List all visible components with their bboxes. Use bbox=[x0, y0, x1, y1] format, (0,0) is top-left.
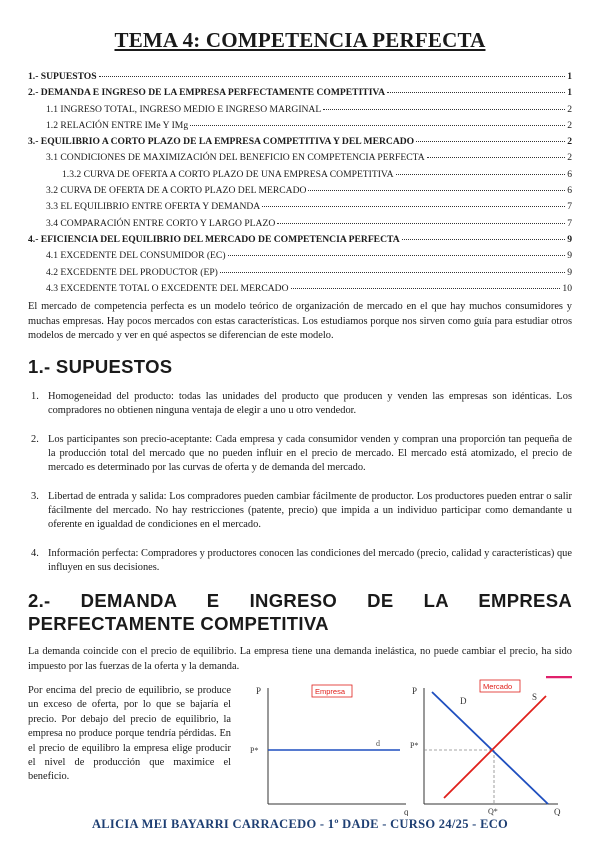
toc-label: 4.3 EXCEDENTE TOTAL O EXCEDENTE DEL MERCADO bbox=[46, 282, 289, 294]
toc-entry[interactable] bbox=[28, 136, 572, 152]
toc-entry[interactable] bbox=[28, 87, 572, 103]
list-item bbox=[28, 433, 572, 475]
toc-entry[interactable] bbox=[28, 250, 572, 266]
toc-label: 3.- EQUILIBRIO A CORTO PLAZO DE LA EMPRESA COMPETITIVA Y DEL MERCADO bbox=[28, 136, 415, 148]
toc-leader bbox=[291, 288, 561, 289]
list-item-text: Información perfecta: Compradores y productores conocen las condiciones del mercado (precio, calidad y características) que influyen en sus decisiones. bbox=[48, 548, 572, 573]
toc-page-number: 7 bbox=[567, 217, 572, 229]
toc-label: 3.2 CURVA DE OFERTA DE A CORTO PLAZO DEL MERCADO bbox=[46, 185, 307, 197]
intro-paragraph: El mercado de competencia perfecta es un modelo teórico de organización de mercado en el que hay muchos consumidores y muchas empresas. Hay pocos mercados con estas características. Los estudiamos porque nos sirven como guía para estudiar otros modelos de mercado y ver en qué aspectos se diferencian de este modelo. bbox=[28, 301, 572, 341]
toc-leader bbox=[99, 76, 566, 77]
toc-leader bbox=[262, 206, 565, 207]
toc-label: 1.2 RELACIÓN ENTRE IMe Y IMg bbox=[46, 119, 189, 131]
toc-entry[interactable] bbox=[28, 185, 572, 201]
list-number: 1. bbox=[31, 391, 39, 402]
toc-page-number: 2 bbox=[567, 136, 572, 148]
list-item-text: Libertad de entrada y salida: Los compradores pueden cambiar fácilmente de productor. Los productores pueden entrar o salir fácilmente del mercado. No hay restricciones (patente, precio) que impida a un individuo participar como demandante u oferente en igualdad de condiciones en el mercado. bbox=[48, 491, 572, 530]
market-firm-graph bbox=[248, 676, 580, 816]
toc-label: 3.3 EL EQUILIBRIO ENTRE OFERTA Y DEMANDA bbox=[46, 201, 261, 213]
list-number: 3. bbox=[31, 491, 39, 502]
toc-leader bbox=[190, 125, 565, 126]
toc-page-number: 1 bbox=[567, 87, 572, 99]
section-heading-supuestos: 1.- SUPUESTOS bbox=[28, 356, 173, 377]
toc-label: 4.1 EXCEDENTE DEL CONSUMIDOR (EC) bbox=[46, 250, 226, 262]
toc-label: 2.- DEMANDA E INGRESO DE LA EMPRESA PERFECTAMENTE COMPETITIVA bbox=[28, 87, 386, 99]
toc-label: 1.1 INGRESO TOTAL, INGRESO MEDIO E INGRESO MARGINAL bbox=[46, 103, 322, 115]
empresa-x-label: q bbox=[404, 807, 409, 816]
toc-leader bbox=[228, 255, 566, 256]
toc-label: 1.3.2 CURVA DE OFERTA A CORTO PLAZO DE UNA EMPRESA COMPETITIVA bbox=[62, 168, 394, 180]
toc-entry[interactable] bbox=[28, 234, 572, 250]
toc-leader bbox=[220, 272, 565, 273]
toc-page-number: 9 bbox=[567, 233, 572, 245]
toc-page-number: 2 bbox=[567, 119, 572, 131]
toc-entry[interactable] bbox=[28, 283, 572, 299]
list-item bbox=[28, 547, 572, 575]
toc-page-number: 6 bbox=[567, 185, 572, 197]
table-of-contents bbox=[28, 71, 572, 299]
mercado-supply-curve bbox=[444, 696, 546, 798]
toc-entry[interactable] bbox=[28, 218, 572, 234]
mercado-price-label: P* bbox=[410, 741, 419, 750]
page-title: TEMA 4: COMPETENCIA PERFECTA bbox=[114, 28, 486, 52]
toc-entry[interactable] bbox=[28, 152, 572, 168]
list-item bbox=[28, 490, 572, 532]
mercado-x-label: Q bbox=[554, 807, 561, 816]
list-item-text: Homogeneidad del producto: todas las unidades del producto que producen y venden las empresas son idénticas. Los compradores no obtienen ninguna ventaja de elegir a uno u otro vendedor. bbox=[48, 391, 572, 416]
toc-page-number: 9 bbox=[567, 266, 572, 278]
toc-leader bbox=[387, 92, 565, 93]
mercado-y-label: P bbox=[412, 686, 418, 696]
toc-leader bbox=[308, 190, 565, 191]
toc-entry[interactable] bbox=[28, 169, 572, 185]
toc-entry[interactable] bbox=[28, 71, 572, 87]
list-item-text: Los participantes son precio-aceptante: Cada empresa y cada consumidor venden y compran una proporción tan pequeña de la producción total del mercado que no pueden influir en el precio de mercado. El mercado está atomizado, el precio de mercado es determinado por las curvas de oferta y de demanda del mercado. bbox=[48, 434, 572, 473]
toc-label: 1.- SUPUESTOS bbox=[28, 71, 97, 82]
empresa-title: Empresa bbox=[315, 687, 346, 696]
list-item bbox=[28, 390, 572, 418]
mercado-title: Mercado bbox=[483, 682, 513, 691]
toc-page-number: 10 bbox=[562, 282, 572, 294]
toc-page-number: 9 bbox=[567, 250, 572, 262]
mercado-demand-label: D bbox=[460, 696, 467, 706]
toc-leader bbox=[277, 223, 565, 224]
toc-leader bbox=[427, 157, 566, 158]
toc-label: 3.1 CONDICIONES DE MAXIMIZACIÓN DEL BENEFICIO EN COMPETENCIA PERFECTA bbox=[46, 152, 425, 164]
mercado-qty-label: Q* bbox=[488, 807, 498, 816]
list-number: 4. bbox=[31, 548, 39, 559]
toc-entry[interactable] bbox=[28, 104, 572, 120]
section-heading-demanda: 2.- DEMANDA E INGRESO DE LA EMPRESA PERFECTAMENTE COMPETITIVA bbox=[28, 590, 572, 634]
section2-paragraph: La demanda coincide con el precio de equilibrio. La empresa tiene una demanda inelástica, no puede cambiar el precio, ha sido impuesto por las fuerzas de la oferta y la demanda. bbox=[28, 646, 572, 672]
assumptions-list bbox=[28, 390, 572, 590]
mercado-supply-label: S bbox=[532, 692, 538, 702]
toc-entry[interactable] bbox=[28, 267, 572, 283]
list-number: 2. bbox=[31, 434, 39, 445]
section2-side-text: Por encima del precio de equilibrio, se produce un exceso de oferta, por lo que se bajaría el precio. Por debajo del precio de equilibrio, la empresa no produce porque tendría pérdidas. En el precio de equilibro la empresa elige producir el nivel de producción que maximice el beneficio. bbox=[28, 685, 231, 783]
toc-page-number: 1 bbox=[567, 71, 572, 82]
toc-leader bbox=[396, 174, 566, 175]
toc-entry[interactable] bbox=[28, 120, 572, 136]
toc-leader bbox=[416, 141, 565, 142]
toc-leader bbox=[402, 239, 566, 240]
empresa-panel bbox=[250, 685, 409, 816]
empresa-price-label: P* bbox=[250, 746, 259, 755]
empresa-demand-label: d bbox=[376, 739, 380, 748]
mercado-demand-curve bbox=[432, 692, 548, 804]
mercado-panel bbox=[410, 677, 572, 816]
empresa-y-label: P bbox=[256, 686, 262, 696]
toc-page-number: 7 bbox=[567, 201, 572, 213]
toc-label: 3.4 COMPARACIÓN ENTRE CORTO Y LARGO PLAZO bbox=[46, 217, 276, 229]
toc-label: 4.2 EXCEDENTE DEL PRODUCTOR (EP) bbox=[46, 266, 218, 278]
page-footer: ALICIA MEI BAYARRI CARRACEDO - 1º DADE - CURSO 24/25 - ECO bbox=[91, 817, 509, 831]
toc-page-number: 6 bbox=[567, 168, 572, 180]
toc-entry[interactable] bbox=[28, 201, 572, 217]
toc-leader bbox=[323, 109, 565, 110]
toc-label: 4.- EFICIENCIA DEL EQUILIBRIO DEL MERCADO DE COMPETENCIA PERFECTA bbox=[28, 233, 400, 245]
toc-page-number: 2 bbox=[567, 103, 572, 115]
toc-page-number: 2 bbox=[567, 152, 572, 164]
